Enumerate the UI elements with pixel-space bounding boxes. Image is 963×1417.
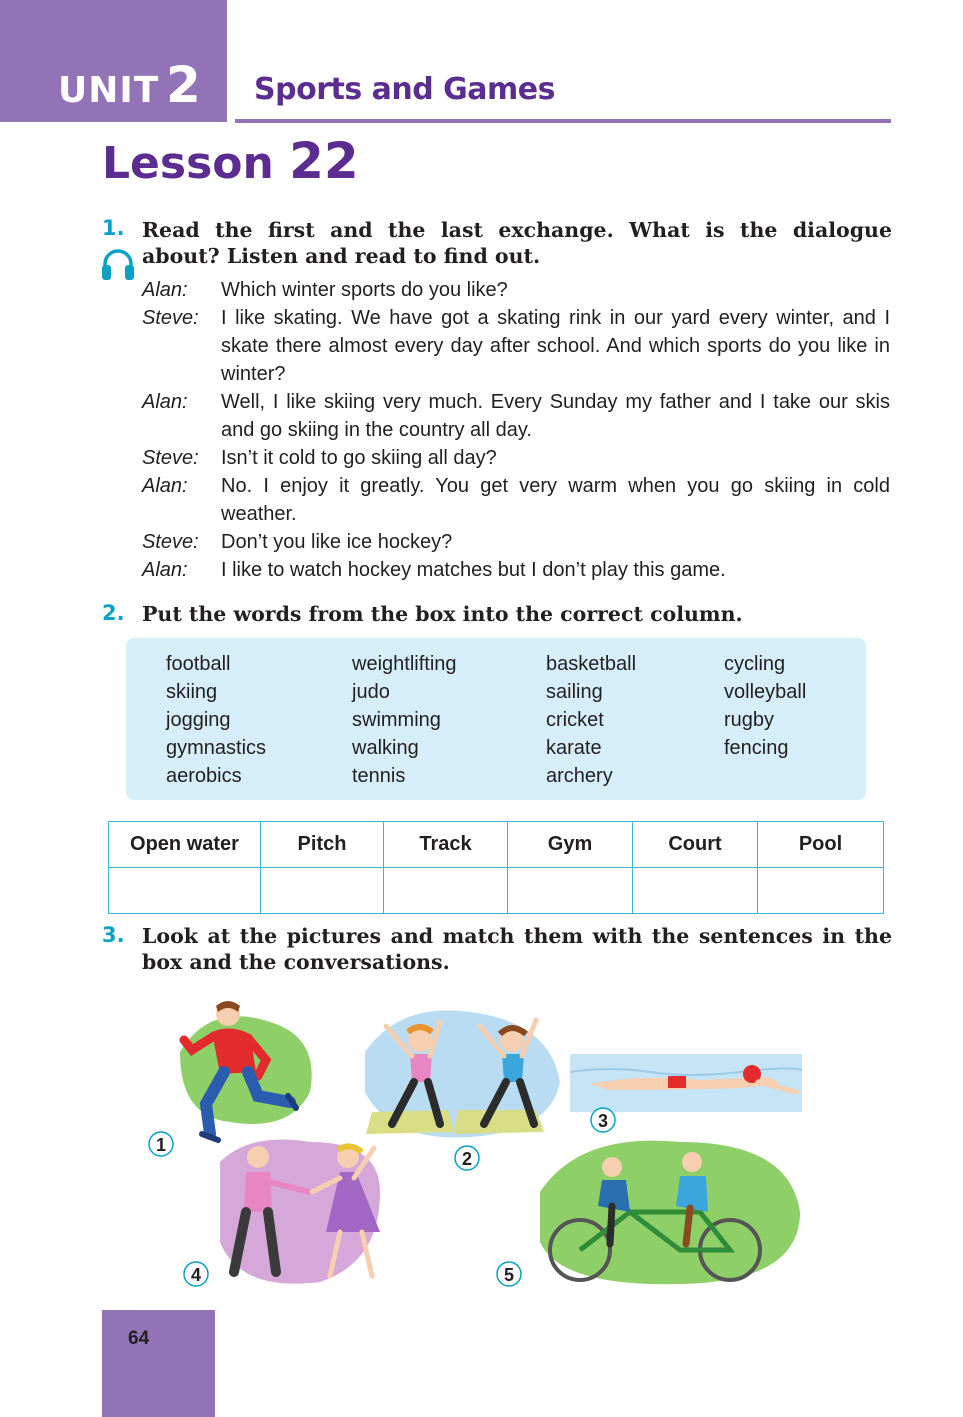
word-item: tennis — [352, 765, 406, 787]
word-item: archery — [546, 765, 613, 787]
answer-cell[interactable] — [758, 868, 884, 914]
table-header: Pitch — [261, 822, 384, 868]
exercise-1-number: 1. — [102, 216, 125, 240]
exercise-2-number: 2. — [102, 601, 125, 625]
svg-text:2: 2 — [461, 1149, 473, 1169]
table-header: Open water — [109, 822, 261, 868]
word-item: volleyball — [724, 681, 807, 703]
speech-text: I like skating. We have got a skating rink in our yard every winter, and I skate there almost every day after school. And which sports do you like in winter? — [221, 307, 890, 385]
lesson-number: 22 — [289, 132, 359, 190]
svg-text:3: 3 — [597, 1111, 609, 1131]
speaker-name: Steve: — [142, 531, 199, 553]
runner-picture — [180, 1001, 312, 1140]
word-item: football — [166, 653, 231, 675]
picture-label-4 — [184, 1262, 208, 1286]
unit-number: 2 — [166, 56, 201, 114]
word-column — [352, 650, 457, 790]
word-item: swimming — [352, 709, 441, 731]
word-column — [166, 650, 266, 790]
svg-text:4: 4 — [190, 1265, 202, 1285]
word-box — [126, 638, 866, 800]
yoga-picture — [365, 1010, 560, 1137]
word-item: fencing — [724, 737, 789, 759]
exercise-3-instruction: Look at the pictures and match them with the sentences in the box and the conversations. — [142, 924, 892, 974]
dialogue-line — [142, 556, 890, 584]
sports-illustration — [140, 992, 810, 1292]
word-item: cricket — [546, 709, 604, 731]
unit-word: UNIT — [58, 70, 160, 111]
speaker-name: Alan: — [142, 279, 188, 301]
table-header: Gym — [508, 822, 633, 868]
lesson-title — [102, 132, 359, 190]
speech-text: Don’t you like ice hockey? — [221, 531, 453, 553]
sort-table — [108, 821, 884, 914]
exercise-3-number: 3. — [102, 923, 125, 947]
dialogue-line — [142, 276, 890, 304]
exercise-2-instruction: Put the words from the box into the correct column. — [142, 602, 743, 626]
svg-text:5: 5 — [503, 1265, 515, 1285]
speaker-name: Alan: — [142, 559, 188, 581]
word-item: gymnastics — [166, 737, 267, 759]
title-rule — [235, 119, 891, 123]
page-number: 64 — [128, 1328, 150, 1349]
word-item: sailing — [546, 681, 603, 703]
speech-text: Which winter sports do you like? — [221, 279, 508, 301]
speaker-name: Steve: — [142, 307, 199, 329]
dancers-picture — [220, 1140, 380, 1284]
word-item: skiing — [166, 681, 218, 703]
picture-label-2 — [455, 1146, 479, 1170]
speech-text: No. I enjoy it greatly. You get very warm when you go skiing in cold weather. — [221, 475, 890, 525]
picture-label-5 — [497, 1262, 521, 1286]
dialogue — [142, 276, 890, 584]
cyclists-picture — [540, 1141, 800, 1285]
word-item: weightlifting — [352, 653, 457, 675]
picture-label-1 — [149, 1132, 173, 1156]
exercise-1-instruction: Read the first and the last exchange. What is the dialogue about? Listen and read to find out. — [142, 218, 892, 268]
speaker-name: Alan: — [142, 391, 188, 413]
word-item: rugby — [724, 709, 775, 731]
unit-banner — [0, 0, 227, 122]
dialogue-line — [142, 472, 890, 528]
dialogue-line — [142, 388, 890, 444]
word-item: jogging — [166, 709, 231, 731]
word-column — [546, 650, 636, 790]
table-header: Pool — [758, 822, 884, 868]
table-header: Track — [384, 822, 508, 868]
speech-text: I like to watch hockey matches but I don’t play this game. — [221, 559, 726, 581]
speaker-name: Steve: — [142, 447, 199, 469]
svg-text:1: 1 — [155, 1135, 167, 1155]
dialogue-line — [142, 528, 890, 556]
word-item: walking — [352, 737, 419, 759]
swimmer-picture — [570, 1054, 802, 1112]
answer-cell[interactable] — [633, 868, 758, 914]
page-number-box — [102, 1310, 215, 1417]
answer-cell[interactable] — [508, 868, 633, 914]
table-header-row — [109, 822, 884, 868]
dialogue-line — [142, 444, 890, 472]
table-row — [109, 868, 884, 914]
picture-label-3 — [591, 1108, 615, 1132]
word-item: karate — [546, 737, 602, 759]
unit-title: Sports and Games — [254, 72, 555, 107]
word-item: basketball — [546, 653, 637, 675]
speaker-name: Alan: — [142, 475, 188, 497]
dialogue-line — [142, 304, 890, 388]
answer-cell[interactable] — [261, 868, 384, 914]
word-column — [724, 650, 806, 762]
word-item: aerobics — [166, 765, 242, 787]
answer-cell[interactable] — [109, 868, 261, 914]
table-header: Court — [633, 822, 758, 868]
speech-text: Well, I like skiing very much. Every Sunday my father and I take our skis and go skiing in the country all day. — [221, 391, 890, 441]
speech-text: Isn’t it cold to go skiing all day? — [221, 447, 497, 469]
answer-cell[interactable] — [384, 868, 508, 914]
word-item: cycling — [724, 653, 786, 675]
word-item: judo — [352, 681, 390, 703]
lesson-word: Lesson — [102, 138, 274, 189]
headphones-icon — [100, 247, 136, 281]
